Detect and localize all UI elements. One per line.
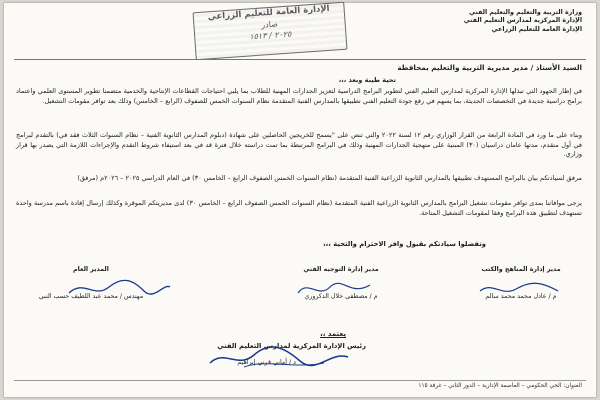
signature-name: م / عادل محمد محمد سالم [485, 293, 557, 300]
signature-general-director [16, 265, 166, 301]
signature-title: مدير إدارة المناهج والكتب [481, 266, 561, 273]
paragraph-3: مرفق لسيادتكم بيان بالبرامج المستهدف تطبيقها بالمدارس الثانوية الزراعية الفنية المتقدمة (نظام السنوات الخمس الصفوف الرابع – الخامس ٣٠) في العام الدراسي ٢٠٢٥ – ٢٠٢٦م (مرفق) [77, 174, 582, 182]
approval-label: يعتمد ،، [320, 330, 346, 338]
footer-divider [14, 380, 586, 381]
stamp-line: صادر [260, 19, 279, 30]
signature-name: مهندس / محمد عبد اللطيف حسب النبي [38, 293, 144, 300]
head-title: رئيس الإدارة المركزية لمدارس التعليم الفني [217, 342, 366, 350]
signature-guidance-director [266, 265, 416, 301]
greeting: تحية طيبة وبعد ،،، [338, 76, 396, 84]
header-divider [14, 59, 586, 60]
header-line-central-admin: الإدارة المركزية لمدارس التعليم الفني [463, 17, 582, 25]
closing-line: وتفضلوا سيادتكم بقبول وافر الاحترام والتحية ،،، [323, 240, 486, 248]
signature-curriculum-director [446, 265, 596, 301]
paragraph-2: وبناء على ما ورد في المادة الرابعة من القرار الوزاري رقم ١٢ لسنة ٢٠٢٢ والتي تنص على "يسمح للخريجين الحاصلين على شهادة (دبلوم المدارس الثانوية الفنية – نظام السنوات الثلاث فقد في) بالتقدم لبرامج في أول متقدم، مدتها عامان دراسيان (٣٠) المبنية على منهجية الجدارات المهنية وذلك في البرامج المرتبطة بما تمت دراسته خلال فترة قد في بعد استيفاء شروط التقدم والإجراءات اللازمة التي يصدر بها قرار وزاري. [16, 131, 582, 159]
head-name: د / أماني قرني إبراهيم [237, 359, 296, 366]
document-page [4, 3, 596, 397]
stamp-number: ٢٠٢٥ / ١٥١٣ [248, 29, 292, 42]
signature-title: مدير إدارة التوجيه الفني [303, 266, 379, 273]
signature-name: م / مصطفى خلال الدكروري [304, 293, 378, 300]
salutation: السيد الأستاذ / مدير مديرية التربية والتعليم بمحافظة [397, 63, 582, 72]
ministry-header [392, 9, 582, 34]
outgoing-stamp [193, 2, 348, 60]
paragraph-4: يرجى موافاتنا بمدى توافر مقومات تشغيل البرامج بالمدارس الثانوية الزراعية الفنية المتقدمة (نظام السنوات الخمس الصفوف الرابع – الخامس ٣٠) لدى مديريتكم الموقرة وكذلك إرسال إفادة باسم مدرسة واحدة تستهدف لتطبيق هذه البرامج وفقا لمقومات التشغيل المتاحة. [16, 199, 582, 217]
stamp-title: الإدارة العامة للتعليم الزراعي [207, 3, 330, 23]
footer-address: العنوان: الحي الحكومي – العاصمة الإدارية – الدور الثاني – غرفة ١١٥ [418, 383, 582, 389]
header-line-ministry: وزارة التربية والتعليم والتعليم الفني [469, 9, 582, 16]
header-line-agri-admin: الإدارة العامة للتعليم الزراعي [491, 25, 582, 33]
paragraph-1: في إطار الجهود التي تبذلها الإدارة المركزية لمدارس التعليم الفني لتطوير البرامج الدراسية لتعزيز الجدارات المهنية للطلاب بما يلبي احتياجات القطاعات الإنتاجية والخدمية متضمنا تطوير المستوى العلمي واعتماد برامج دراسية جديدة في التخصصات الحديثة، بما يسهم في رفع جودة التعليم الفني تطبيقها بالمدارس الفنية المتقدمة نظام السنوات الخمس للصفوف (الرابع – الخامس) وذلك بعد توافر مقومات التشغيل. [16, 87, 582, 105]
signature-title: المدير العام [73, 266, 109, 273]
